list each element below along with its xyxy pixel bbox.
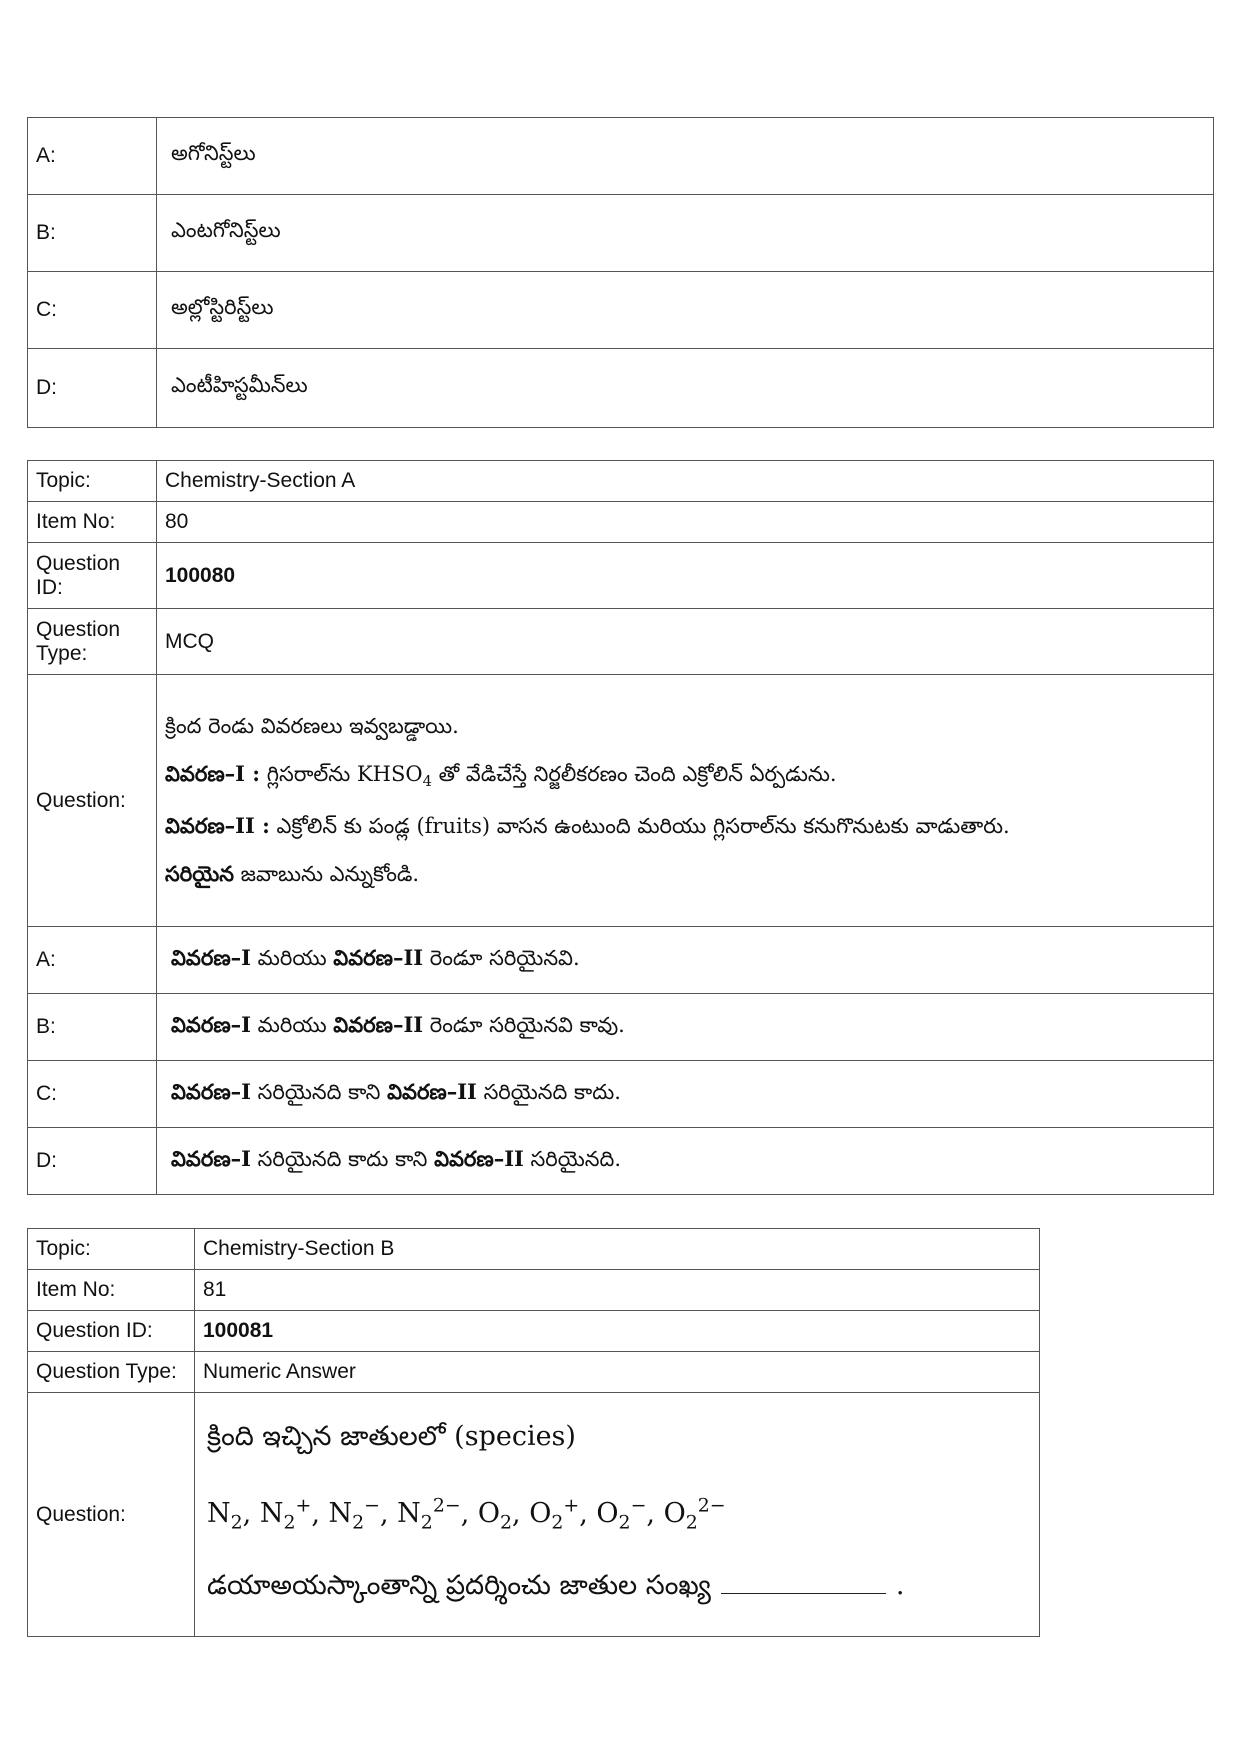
question-81-table xyxy=(27,1228,1040,1637)
option-text xyxy=(157,927,1214,994)
species-element: N xyxy=(328,1498,353,1530)
question-type-label: Question Type: xyxy=(28,609,157,675)
option-label: B: xyxy=(28,994,157,1061)
question-id-label: Question ID: xyxy=(28,543,157,609)
option-label: B: xyxy=(28,195,157,272)
option-row xyxy=(28,927,1214,994)
species-formula xyxy=(328,1495,381,1534)
option-row xyxy=(28,994,1214,1061)
option-label: A: xyxy=(28,927,157,994)
species-separator: , xyxy=(460,1498,478,1530)
option-text-1: మరియు xyxy=(250,1012,334,1037)
species-subscript: 2 xyxy=(618,1512,631,1534)
option-row xyxy=(28,349,1214,428)
option-text: అగోనిస్ట్‌లు xyxy=(157,118,1214,195)
species-element: O xyxy=(663,1498,686,1530)
option-text xyxy=(157,994,1214,1061)
species-subscript: 2 xyxy=(230,1512,243,1534)
question-line-3-text: డయాఅయస్కాంతాన్ని ప్రదర్శించు జాతుల సంఖ్య xyxy=(207,1570,711,1601)
species-separator: , xyxy=(646,1498,664,1530)
instruction-bold: సరియైన xyxy=(165,860,234,886)
option-label: C: xyxy=(28,1061,157,1128)
topic-label: Topic: xyxy=(28,1229,195,1270)
question-body xyxy=(157,675,1214,927)
option-text-1: మరియు xyxy=(250,945,334,970)
species-subscript: 2 xyxy=(500,1512,513,1534)
option-bold-2: వివరణ–II xyxy=(333,1011,424,1037)
question-id-value: 100080 xyxy=(157,543,1214,609)
question-label: Question: xyxy=(28,675,157,927)
question-line-1: క్రింది ఇచ్చిన జాతులలో (species) xyxy=(207,1421,576,1452)
instruction-text: జవాబును ఎన్నుకోండి. xyxy=(233,861,420,886)
option-label: C: xyxy=(28,272,157,349)
species-subscript: 2 xyxy=(283,1512,296,1534)
option-row xyxy=(28,1128,1214,1195)
statement-1-text: గ్లిసరాల్‌ను KHSO xyxy=(260,762,423,787)
item-no-value: 80 xyxy=(157,502,1214,543)
statement-1-subscript: 4 xyxy=(422,773,432,791)
statement-1 xyxy=(165,761,1205,791)
species-subscript: 2 xyxy=(352,1512,365,1534)
statement-1-head: వివరణ–I : xyxy=(165,761,261,787)
option-bold-2: వివరణ–II xyxy=(333,944,424,970)
species-separator: , xyxy=(242,1498,260,1530)
option-row xyxy=(28,118,1214,195)
species-element: O xyxy=(596,1498,619,1530)
statement-2-head: వివరణ–II : xyxy=(165,812,270,838)
option-row xyxy=(28,272,1214,349)
statement-1-text-end: తో వేడిచేస్తే నిర్జలీకరణం చెంది ఎక్రోలిన్ ఏర్పడును. xyxy=(431,762,837,787)
question-line-3-end: . xyxy=(895,1570,905,1601)
species-charge: − xyxy=(630,1495,647,1517)
species-charge: 2− xyxy=(697,1495,726,1517)
question-instruction xyxy=(165,861,1205,887)
species-charge: − xyxy=(364,1495,380,1517)
option-text xyxy=(157,1128,1214,1195)
question-id-label: Question ID: xyxy=(28,1311,195,1352)
question-line-3 xyxy=(207,1570,1027,1608)
species-formula xyxy=(596,1495,647,1534)
option-label: D: xyxy=(28,349,157,428)
species-subscript: 2 xyxy=(551,1512,564,1534)
item-no-value: 81 xyxy=(195,1270,1040,1311)
previous-options-table xyxy=(27,117,1214,428)
question-type-value: Numeric Answer xyxy=(195,1352,1040,1393)
option-bold-1: వివరణ–I xyxy=(171,944,251,970)
option-text xyxy=(157,1061,1214,1128)
answer-blank xyxy=(721,1593,886,1594)
species-element: O xyxy=(529,1498,552,1530)
option-text-2: సరియైనది. xyxy=(523,1146,621,1171)
species-list xyxy=(207,1495,1027,1534)
species-formula xyxy=(207,1498,243,1534)
option-bold-2: వివరణ–II xyxy=(434,1145,524,1171)
topic-label: Topic: xyxy=(28,461,157,502)
item-no-label: Item No: xyxy=(28,502,157,543)
species-charge: + xyxy=(563,1495,580,1517)
question-intro: క్రింద రెండు వివరణలు ఇవ్వబడ్డాయి. xyxy=(165,713,459,738)
species-element: O xyxy=(477,1498,500,1530)
option-bold-2: వివరణ–II xyxy=(387,1078,477,1104)
option-label: D: xyxy=(28,1128,157,1195)
option-text-2: రెండూ సరియైనవి కావు. xyxy=(423,1012,625,1037)
question-80-table xyxy=(27,460,1214,1195)
question-label: Question: xyxy=(28,1393,195,1637)
option-label: A: xyxy=(28,118,157,195)
option-bold-1: వివరణ–I xyxy=(171,1145,251,1171)
species-formula xyxy=(529,1495,580,1534)
species-separator: , xyxy=(579,1498,597,1530)
option-text-1: సరియైనది కాని xyxy=(250,1079,388,1104)
item-no-label: Item No: xyxy=(28,1270,195,1311)
species-subscript: 2 xyxy=(685,1512,698,1534)
species-charge: 2− xyxy=(432,1495,461,1517)
question-type-value: MCQ xyxy=(157,609,1214,675)
option-text-1: సరియైనది కాదు కాని xyxy=(250,1146,435,1171)
species-separator: , xyxy=(512,1498,530,1530)
species-formula xyxy=(259,1495,312,1534)
species-formula xyxy=(477,1498,513,1534)
species-formula xyxy=(663,1495,726,1534)
question-type-label: Question Type: xyxy=(28,1352,195,1393)
option-text: అల్లోస్టిరిస్ట్‌లు xyxy=(157,272,1214,349)
option-text-2: సరియైనది కాదు. xyxy=(476,1079,621,1104)
topic-value: Chemistry-Section B xyxy=(195,1229,1040,1270)
option-text: ఎంటీహిస్టమీన్‌లు xyxy=(157,349,1214,428)
statement-2-text: ఎక్రోలిన్ కు పండ్ల (fruits) వాసన ఉంటుంది మరియు గ్లిసరాల్‌ను కనుగొనుటకు వాడుతారు. xyxy=(269,813,1010,838)
option-text-2: రెండూ సరియైనవి. xyxy=(423,945,580,970)
topic-value: Chemistry-Section A xyxy=(157,461,1214,502)
species-subscript: 2 xyxy=(420,1512,433,1534)
option-text: ఎంటగోనిస్ట్‌లు xyxy=(157,195,1214,272)
option-bold-1: వివరణ–I xyxy=(171,1011,251,1037)
species-separator: , xyxy=(311,1498,329,1530)
species-separator: , xyxy=(380,1498,398,1530)
statement-2 xyxy=(165,813,1205,839)
option-row xyxy=(28,195,1214,272)
species-charge: + xyxy=(295,1495,312,1517)
question-body xyxy=(195,1393,1040,1637)
species-element: N xyxy=(207,1498,231,1530)
option-row xyxy=(28,1061,1214,1128)
species-element: N xyxy=(397,1498,421,1530)
species-formula xyxy=(397,1495,461,1534)
question-id-value: 100081 xyxy=(195,1311,1040,1352)
species-element: N xyxy=(259,1498,284,1530)
option-bold-1: వివరణ–I xyxy=(171,1078,251,1104)
